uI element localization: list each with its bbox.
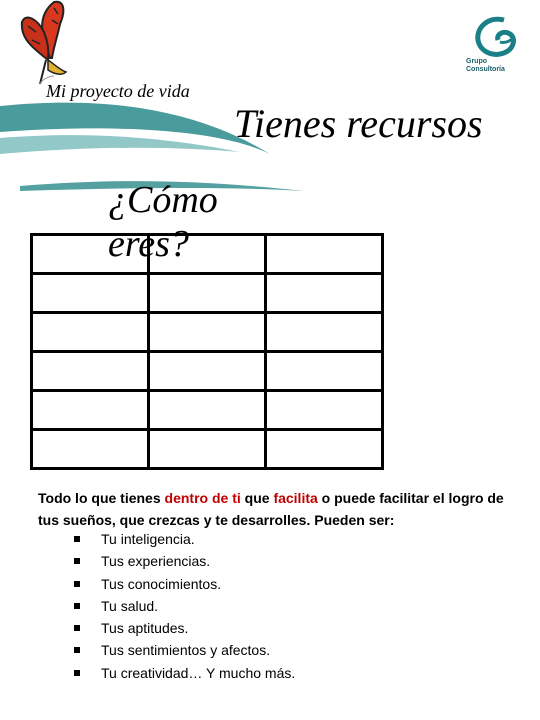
bullet-icon	[74, 581, 80, 587]
page-title: Tienes recursos	[234, 101, 483, 146]
resource-table	[30, 233, 384, 470]
logo-line-1: Grupo	[466, 58, 487, 65]
bullet-icon	[74, 603, 80, 609]
table-row	[32, 391, 383, 430]
list-item-text: Tu creatividad… Y mucho más.	[101, 664, 296, 681]
list-item-text: Tu salud.	[101, 597, 159, 614]
table-cell	[32, 274, 149, 313]
bullet-icon	[74, 558, 80, 564]
table-cell	[149, 274, 266, 313]
list-item-text: Tus aptitudes.	[101, 620, 189, 637]
resource-list	[60, 528, 295, 684]
list-item-text: Tu inteligencia.	[101, 531, 195, 547]
table-cell	[32, 391, 149, 430]
list-item	[60, 550, 295, 572]
intro-paragraph	[38, 487, 518, 531]
project-label: Mi proyecto de vida	[46, 81, 190, 101]
butterfly-icon	[14, 0, 84, 86]
table-row	[32, 352, 383, 391]
table-cell	[149, 430, 266, 469]
list-item	[60, 528, 295, 550]
table-cell	[149, 391, 266, 430]
table-cell	[266, 352, 383, 391]
question-heading: ¿Cómo eres?	[108, 179, 218, 265]
bullet-icon	[74, 647, 80, 653]
spiral-logo-icon	[474, 14, 520, 60]
table-cell	[266, 391, 383, 430]
intro-highlight-1: dentro de ti	[164, 490, 241, 506]
list-item-text: Tus sentimientos y afectos.	[101, 642, 271, 659]
list-item-text: Tus experiencias.	[101, 553, 211, 570]
list-item	[60, 662, 295, 684]
bullet-icon	[74, 625, 80, 631]
company-logo	[462, 14, 532, 80]
table-row	[32, 313, 383, 352]
table-cell	[266, 235, 383, 274]
intro-highlight-2: facilita	[273, 490, 318, 506]
table-cell	[266, 274, 383, 313]
table-row	[32, 274, 383, 313]
intro-text-2: que	[240, 490, 274, 506]
bullet-icon	[74, 536, 80, 542]
list-item	[60, 639, 295, 661]
table-cell	[266, 313, 383, 352]
list-item-text: Tus conocimientos.	[101, 575, 222, 592]
logo-line-2: Consultoría	[466, 66, 505, 73]
list-item	[60, 617, 295, 639]
list-item	[60, 595, 295, 617]
bullet-icon	[74, 670, 80, 676]
table-cell	[149, 313, 266, 352]
table-row	[32, 430, 383, 469]
intro-text-1: Todo lo que tienes	[38, 490, 165, 506]
table-cell	[149, 352, 266, 391]
intro-text-3: o puede facilitar el logro de tus sueños, que crezcas y te desarrolles. Pueden ser:	[38, 490, 504, 528]
list-item	[60, 573, 295, 595]
table-cell	[32, 352, 149, 391]
table-cell	[32, 430, 149, 469]
table-cell	[32, 313, 149, 352]
table-cell	[266, 430, 383, 469]
